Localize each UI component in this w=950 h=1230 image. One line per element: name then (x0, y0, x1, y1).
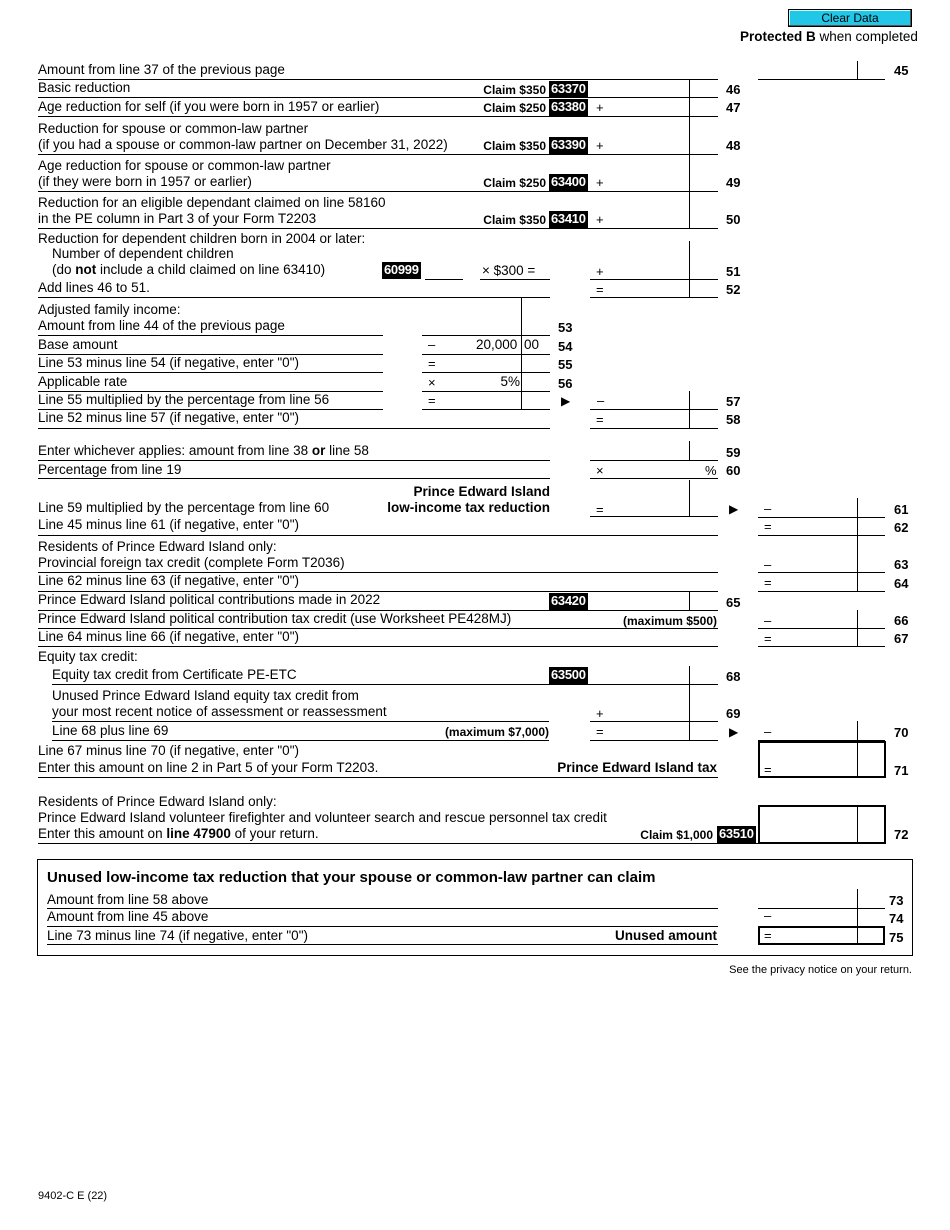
plus-sign: + (596, 100, 604, 115)
divider (689, 409, 690, 428)
plus-sign: + (596, 264, 604, 279)
claim-label: Claim $250 (483, 101, 546, 115)
divider (590, 428, 718, 429)
code-60999: 60999 (384, 262, 419, 277)
divider (689, 116, 690, 154)
divider (425, 279, 463, 280)
divider (521, 335, 522, 354)
line-number: 59 (726, 445, 741, 460)
line-63-label: Residents of Prince Edward Island only: (38, 539, 277, 554)
divider (38, 297, 550, 298)
line-61-label: Line 59 multiplied by the percentage from line 60 (38, 500, 330, 515)
line-72-field[interactable] (762, 825, 856, 842)
divider (38, 428, 550, 429)
plus-sign: + (596, 706, 604, 721)
divider (857, 926, 858, 945)
line-72-label-2: Prince Edward Island volunteer firefighter and volunteer search and rescue personnel tax credit (38, 810, 607, 825)
divider (422, 409, 550, 410)
line-73-field[interactable] (776, 890, 856, 907)
line-59-field[interactable] (608, 442, 688, 459)
times-sign: × (428, 375, 436, 390)
divider (758, 646, 885, 647)
line-68-field[interactable] (593, 666, 688, 683)
divider (689, 241, 690, 279)
divider (689, 721, 690, 740)
divider (521, 372, 522, 391)
divider (52, 721, 549, 722)
code-63370: 63370 (551, 81, 586, 96)
line-51-label-3: (do not include a child claimed on line 63410) (52, 262, 326, 277)
divider (689, 191, 690, 228)
claim-label: Claim $350 (483, 83, 546, 97)
line-60-label: Percentage from line 19 (38, 462, 182, 477)
line-number: 50 (726, 212, 741, 227)
divider (857, 908, 858, 926)
divider (422, 335, 550, 336)
divider (521, 391, 522, 409)
equals-sign: = (596, 282, 604, 297)
divider (590, 297, 718, 298)
times-sign: × (596, 463, 604, 478)
line-53-label: Adjusted family income: (38, 302, 181, 317)
unused-amount-title: Unused amount (614, 928, 717, 943)
minus-sign: – (597, 393, 605, 408)
line-70-calc-field[interactable] (608, 722, 688, 739)
divider (689, 391, 690, 409)
line-45-field[interactable] (760, 61, 856, 78)
line-75-field[interactable] (776, 928, 856, 943)
line-49-label: Age reduction for spouse or common-law partner (38, 158, 331, 173)
divider (689, 441, 690, 460)
line-number: 70 (894, 725, 909, 740)
line-72-label: Residents of Prince Edward Island only: (38, 794, 277, 809)
line-number: 71 (894, 763, 909, 778)
divider (590, 740, 718, 741)
line-55-label: Line 53 minus line 54 (if negative, enter "0") (38, 355, 299, 370)
line-64-label: Line 62 minus line 63 (if negative, enter "0") (38, 573, 299, 588)
line-54-label: Base amount (38, 337, 118, 352)
line-number: 73 (889, 893, 904, 908)
divider (52, 740, 549, 741)
line-49-field[interactable] (608, 173, 688, 190)
line-51-field[interactable] (608, 262, 688, 278)
code-63510: 63510 (719, 826, 754, 841)
equals-sign: = (764, 519, 772, 534)
unused-section-title: Unused low-income tax reduction that your spouse or common-law partner can claim (47, 869, 656, 886)
base-amount-value: 20,000 (476, 337, 518, 352)
divider (38, 191, 718, 192)
divider (857, 61, 858, 79)
line-50-label-2: in the PE column in Part 3 of your Form T2203 (38, 211, 317, 226)
line-number: 69 (726, 706, 741, 721)
line-73-label: Amount from line 58 above (47, 892, 209, 907)
divider (47, 944, 718, 945)
line-62-label: Line 45 minus line 61 (if negative, enter "0") (38, 517, 299, 532)
equals-sign: = (596, 502, 604, 517)
multiplier-label: × $300 = (482, 263, 536, 278)
line-48-field[interactable] (608, 136, 688, 153)
line-67-field[interactable] (776, 629, 856, 645)
line-number: 67 (894, 631, 909, 646)
line-number: 52 (726, 282, 741, 297)
line-58-field[interactable] (608, 410, 688, 427)
divider (38, 843, 758, 844)
divider (422, 372, 550, 373)
claim-label: Claim $350 (483, 139, 546, 153)
line-number: 58 (726, 412, 741, 427)
claim-label: Claim $350 (483, 213, 546, 227)
line-71-label-2: Enter this amount on line 2 in Part 5 of your Form T2203. (38, 760, 379, 775)
divider (689, 279, 690, 297)
clear-data-button[interactable]: Clear Data (788, 9, 912, 27)
line-number: 60 (726, 463, 741, 478)
divider (857, 741, 858, 778)
line-70-field[interactable] (776, 722, 856, 739)
line-52-label: Add lines 46 to 51. (38, 280, 150, 295)
minus-sign: – (764, 557, 772, 572)
divider (857, 517, 858, 535)
equals-sign: = (428, 393, 436, 408)
equals-sign: = (596, 724, 604, 739)
pei-low-income-title: Prince Edward Island (413, 484, 550, 499)
privacy-notice: See the privacy notice on your return. (729, 964, 912, 976)
line-51-label-2: Number of dependent children (52, 246, 234, 261)
line-number: 75 (889, 930, 904, 945)
form-id: 9402-C E (22) (38, 1190, 108, 1202)
line-number: 46 (726, 82, 741, 97)
applicable-rate-value: 5% (500, 374, 520, 389)
divider (857, 721, 858, 740)
line-75-label: Line 73 minus line 74 (if negative, enter "0") (47, 928, 308, 943)
divider (689, 480, 690, 516)
line-66-field[interactable] (776, 611, 856, 627)
line-64-field[interactable] (776, 573, 856, 590)
line-69-field[interactable] (608, 703, 688, 720)
divider (521, 354, 522, 372)
divider (758, 535, 885, 536)
line-63-field[interactable] (776, 554, 856, 571)
minus-sign: – (428, 337, 436, 352)
arrow-icon: ▶ (561, 394, 571, 408)
divider (590, 154, 690, 155)
line-62-field[interactable] (776, 518, 856, 534)
line-53-field[interactable] (440, 317, 520, 334)
line-55-field[interactable] (440, 355, 520, 371)
line-number: 47 (726, 100, 741, 115)
divider (38, 646, 718, 647)
line-51-children-field[interactable] (426, 261, 462, 278)
divider (38, 372, 383, 373)
divider (857, 572, 858, 591)
arrow-icon: ▶ (729, 725, 739, 739)
divider (590, 478, 718, 479)
line-61-calc-field[interactable] (608, 498, 688, 515)
divider (857, 498, 858, 517)
divider (689, 97, 690, 116)
line-number: 61 (894, 502, 909, 517)
line-71-label: Line 67 minus line 70 (if negative, enter "0") (38, 743, 299, 758)
divider (689, 666, 690, 684)
line-71-field[interactable] (776, 759, 856, 776)
line-72-label-3: Enter this amount on line 47900 of your return. (38, 826, 319, 841)
divider (38, 460, 550, 461)
divider (52, 684, 718, 685)
divider (689, 79, 690, 97)
line-number: 45 (894, 63, 909, 78)
line-number: 62 (894, 520, 909, 535)
equals-sign: = (764, 928, 772, 943)
line-57-label: Line 55 multiplied by the percentage from line 56 (38, 392, 330, 407)
protected-notice: Protected B when completed (740, 29, 918, 44)
equals-sign: = (764, 575, 772, 590)
divider (590, 516, 718, 517)
line-52-field[interactable] (608, 280, 688, 296)
line-number: 66 (894, 613, 909, 628)
line-number: 63 (894, 557, 909, 572)
line-74-label: Amount from line 45 above (47, 909, 209, 924)
divider (689, 154, 690, 191)
claim-label: Claim $250 (483, 176, 546, 190)
line-61-field[interactable] (776, 499, 856, 516)
line-number: 72 (894, 827, 909, 842)
line-68-label: Equity tax credit: (38, 649, 138, 664)
divider (38, 478, 550, 479)
minus-sign: – (764, 724, 772, 739)
line-number: 54 (558, 339, 573, 354)
divider (480, 279, 550, 280)
line-number: 57 (726, 394, 741, 409)
plus-sign: + (596, 175, 604, 190)
line-number: 56 (558, 376, 573, 391)
line-67-label: Line 64 minus line 66 (if negative, enter "0") (38, 629, 299, 644)
maximum-label: (maximum $500) (622, 614, 717, 628)
minus-sign: – (764, 501, 772, 516)
line-48-label-2: (if you had a spouse or common-law partner on December 31, 2022) (38, 137, 448, 152)
line-47-label: Age reduction for self (if you were born in 1957 or earlier) (38, 99, 380, 114)
divider (521, 298, 522, 335)
line-51-label: Reduction for dependent children born in 2004 or later: (38, 231, 366, 246)
divider (38, 535, 718, 536)
plus-sign: + (596, 138, 604, 153)
divider (857, 805, 858, 844)
line-number: 74 (889, 911, 904, 926)
divider (758, 591, 885, 592)
divider (689, 591, 690, 610)
line-number: 68 (726, 669, 741, 684)
line-46-field[interactable] (593, 80, 688, 96)
line-45-label: Amount from line 37 of the previous page (38, 62, 285, 77)
line-63-label-2: Provincial foreign tax credit (complete Form T2036) (38, 555, 345, 570)
divider (857, 889, 858, 908)
line-69-label: Unused Prince Edward Island equity tax credit from (52, 688, 359, 703)
code-63380: 63380 (551, 99, 586, 114)
pei-low-income-title-2: low-income tax reduction (387, 500, 550, 515)
plus-sign: + (596, 212, 604, 227)
line-number: 49 (726, 175, 741, 190)
equals-sign: = (764, 762, 772, 777)
line-56-label: Applicable rate (38, 374, 128, 389)
line-66-label: Prince Edward Island political contribution tax credit (use Worksheet PE428MJ) (38, 611, 512, 626)
line-number: 55 (558, 357, 573, 372)
divider (38, 228, 718, 229)
code-63390: 63390 (551, 137, 586, 152)
line-number: 65 (726, 595, 741, 610)
line-number: 48 (726, 138, 741, 153)
base-amount-cents: 00 (524, 337, 540, 352)
line-50-label: Reduction for an eligible dependant claimed on line 58160 (38, 195, 386, 210)
divider (857, 535, 858, 572)
line-58-label: Line 52 minus line 57 (if negative, enter "0") (38, 410, 299, 425)
divider (857, 628, 858, 646)
arrow-icon: ▶ (729, 502, 739, 516)
line-57-field[interactable] (608, 392, 688, 408)
percent-sign: % (705, 463, 717, 478)
line-68-label-2: Equity tax credit from Certificate PE-ETC (52, 667, 297, 682)
divider (689, 684, 690, 721)
line-65-field[interactable] (593, 592, 688, 609)
claim-label: Claim $1,000 (640, 828, 713, 842)
maximum-label: (maximum $7,000) (444, 725, 549, 739)
line-57-calc-field[interactable] (440, 392, 520, 408)
line-53-label-2: Amount from line 44 of the previous page (38, 318, 285, 333)
line-number: 53 (558, 320, 573, 335)
line-60-field[interactable] (608, 461, 700, 477)
line-number: 51 (726, 264, 741, 279)
equals-sign: = (596, 412, 604, 427)
line-70-label: Line 68 plus line 69 (52, 723, 169, 738)
line-74-field[interactable] (776, 909, 856, 925)
line-number: 64 (894, 576, 909, 591)
minus-sign: – (764, 908, 772, 923)
code-63500: 63500 (551, 667, 586, 682)
divider (758, 79, 885, 80)
line-65-label: Prince Edward Island political contributions made in 2022 (38, 592, 381, 607)
equals-sign: = (764, 631, 772, 646)
line-46-label: Basic reduction (38, 80, 131, 95)
code-63420: 63420 (551, 593, 586, 608)
divider (38, 335, 383, 336)
minus-sign: – (764, 613, 772, 628)
divider (47, 926, 718, 927)
line-48-label: Reduction for spouse or common-law partner (38, 121, 309, 136)
code-63400: 63400 (551, 174, 586, 189)
line-49-label-2: (if they were born in 1957 or earlier) (38, 174, 252, 189)
equals-sign: = (428, 356, 436, 371)
line-47-field[interactable] (608, 98, 688, 115)
divider (857, 610, 858, 628)
code-63410: 63410 (551, 211, 586, 226)
line-69-label-2: your most recent notice of assessment or reassessment (52, 704, 387, 719)
line-59-label: Enter whichever applies: amount from line 38 or line 58 (38, 443, 369, 458)
pei-tax-title: Prince Edward Island tax (557, 760, 717, 775)
divider (38, 777, 718, 778)
divider (38, 116, 718, 117)
line-50-field[interactable] (608, 210, 688, 227)
